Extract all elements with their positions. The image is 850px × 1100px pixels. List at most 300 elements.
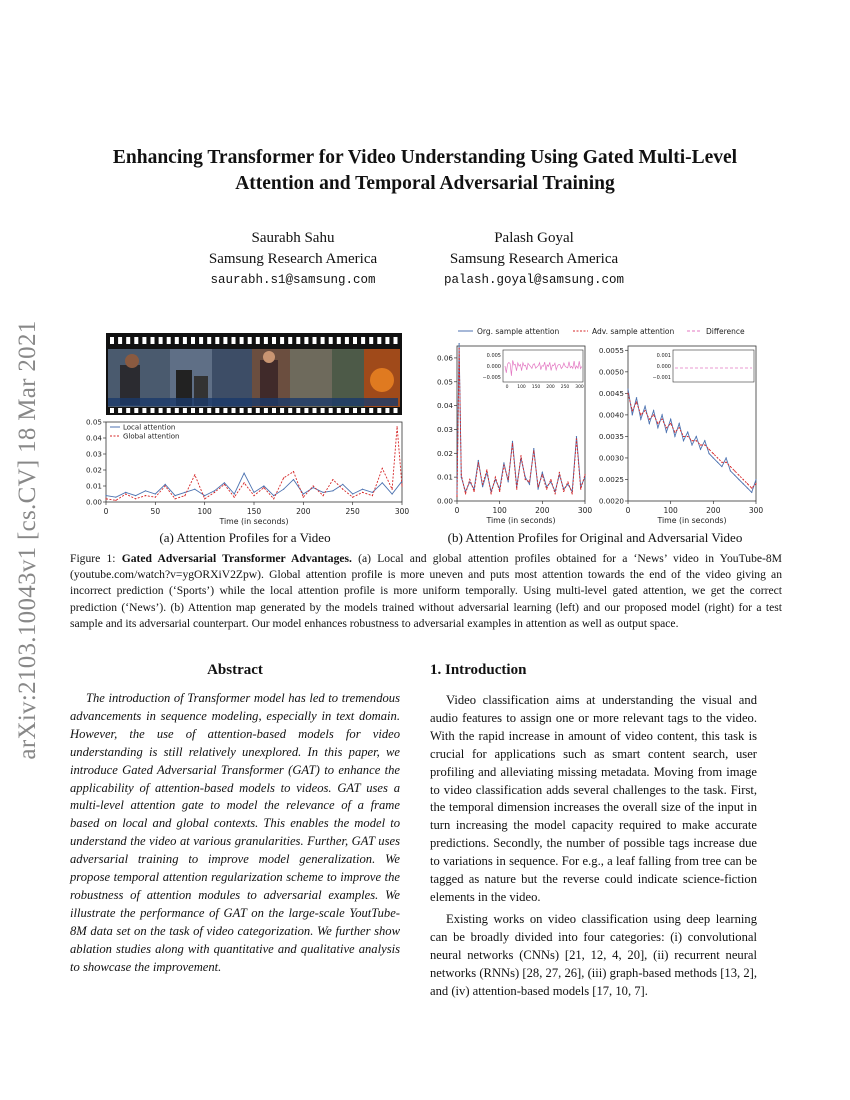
- film-sprocket-bottom: [394, 408, 398, 413]
- org-sample-line-point: [700, 449, 701, 450]
- org-sample-line-point: [576, 436, 577, 437]
- film-sprocket-bottom: [223, 408, 227, 413]
- x-tick-label: 250: [345, 507, 360, 516]
- legend-label-difference: Difference: [706, 327, 745, 336]
- title-line-1: Enhancing Transformer for Video Understanding Using Gated Multi-Level: [112, 147, 738, 168]
- org-sample-line-point: [459, 343, 460, 344]
- x-tick-label: 300: [394, 507, 410, 516]
- inset-y-tick-label: −0.005: [482, 375, 501, 381]
- inset-y-tick-label: 0.001: [656, 353, 671, 359]
- global-attention-line-point: [194, 474, 195, 475]
- local-attention-line-point: [194, 489, 195, 490]
- global-attention-line-point: [234, 497, 235, 498]
- inset-x-tick-label: 0: [505, 385, 509, 390]
- local-attention-line-point: [283, 489, 284, 490]
- author-email[interactable]: saurabh.s1@samsung.com: [210, 273, 376, 287]
- adv-sample-line-point: [499, 491, 500, 492]
- film-sprocket-top: [110, 337, 114, 344]
- adv-sample-line-point: [525, 479, 526, 480]
- x-tick-label: 0: [103, 507, 109, 516]
- film-sprocket-top: [345, 337, 349, 344]
- y-tick-label: 0.04: [85, 433, 102, 443]
- film-sprocket-bottom: [296, 408, 300, 413]
- film-sprocket-top: [337, 337, 341, 344]
- org-sample-line-point: [751, 492, 752, 493]
- film-sprocket-top: [191, 337, 195, 344]
- local-attention-line: [106, 473, 402, 497]
- adv-sample-line-point: [555, 493, 556, 494]
- chart-a-legend: [110, 424, 180, 441]
- org-sample-line-point: [666, 432, 667, 433]
- x-axis-label: Time (in seconds): [657, 516, 727, 525]
- title-line-2: Attention and Temporal Adversarial Training: [235, 173, 615, 194]
- global-attention-line-point: [125, 493, 126, 494]
- film-sprocket-top: [288, 337, 292, 344]
- y-tick-label: 0.0025: [598, 474, 624, 484]
- x-tick-label: 100: [197, 507, 212, 516]
- film-sprocket-bottom: [256, 408, 260, 413]
- global-attention-line-point: [401, 485, 402, 486]
- adv-sample-line-point: [683, 436, 684, 437]
- film-sprocket-bottom: [167, 408, 171, 413]
- figure-b: [425, 320, 785, 530]
- film-sprocket-top: [256, 337, 260, 344]
- adv-sample-line-point: [674, 432, 675, 433]
- adv-sample-line-point: [666, 427, 667, 428]
- film-sprocket-bottom: [288, 408, 292, 413]
- global-attention-line-point: [165, 485, 166, 486]
- y-tick-label: 0.0020: [598, 496, 624, 506]
- intro-paragraph-2: Existing works on video classification using deep learning can be broadly divided into four categories: (i) convolutional neural networks (CNNs) [21, 12, 4, 20], (ii) recurrent neural networks (RNNs) [28, 27, 26], (iii) graph-based methods [13, 2], and (iv) attention-based models [17, 10, 7].: [430, 911, 757, 998]
- legend-label-local: Local attention: [123, 423, 176, 432]
- film-sprocket-bottom: [118, 408, 122, 413]
- local-attention-line-point: [184, 492, 185, 493]
- adv-sample-line-point: [456, 496, 457, 497]
- global-attention-line-point: [283, 477, 284, 478]
- x-axis-label: Time (in seconds): [486, 516, 556, 525]
- org-sample-line-point: [755, 479, 756, 480]
- org-sample-line-point: [542, 472, 543, 473]
- author-name: Palash Goyal: [494, 230, 574, 246]
- x-tick-label: 200: [296, 507, 311, 516]
- org-sample-line-point: [537, 488, 538, 489]
- y-tick-label: 0.02: [85, 465, 102, 475]
- abstract-text: The introduction of Transformer model has led to tremendous advancements in sequence modeling, especially in text domain. However, the use of attention-based models for video understanding is still relatively unexplored. In this paper, we introduce Gated Adversarial Transformer (GAT) to enhance the applicability of attention-based models to videos. GAT uses a multi-level attention gate to model the relevance of a frame based on local and global contexts. This enables the model to understand the video at various granularities. Further, GAT uses adversarial training to improve model generalization. We propose temporal attention regularization scheme to improve the robustness of attention modules to adversarial examples. We illustrate the performance of GAT on the large-scale YoutTube-8M data set on the task of video categorization. We further show ablation studies along with quantitative and qualitative analysis to showcase the improvement.: [70, 691, 400, 974]
- film-sprocket-top: [385, 337, 389, 344]
- film-sprocket-top: [151, 337, 155, 344]
- film-sprocket-top: [199, 337, 203, 344]
- film-sprocket-bottom: [134, 408, 138, 413]
- author-name: Saurabh Sahu: [251, 230, 335, 246]
- adv-sample-line-point: [491, 493, 492, 494]
- inset-x-tick-label: 100: [517, 385, 526, 390]
- global-attention-line-point: [392, 489, 393, 490]
- org-sample-line-point: [636, 397, 637, 398]
- global-attention-line-point: [204, 498, 205, 499]
- org-sample-line-point: [482, 486, 483, 487]
- adv-sample-line-point: [644, 410, 645, 411]
- y-tick-label: 0.02: [436, 448, 453, 458]
- author-affiliation: Samsung Research America: [449, 251, 619, 267]
- caption-label: Figure 1:: [70, 552, 116, 565]
- film-sprocket-bottom: [159, 408, 163, 413]
- adv-sample-line-point: [508, 479, 509, 480]
- x-tick-label: 200: [706, 506, 721, 515]
- film-sprocket-top: [118, 337, 122, 344]
- chart-b-legend: [458, 327, 745, 336]
- film-sprocket-bottom: [110, 408, 114, 413]
- intro-heading: 1. Introduction: [430, 662, 527, 678]
- global-attention-line-point: [352, 497, 353, 498]
- global-attention-line-point: [115, 500, 116, 501]
- chart-original-adversarial-attention: [437, 327, 763, 525]
- film-sprocket-bottom: [240, 408, 244, 413]
- film-sprocket-bottom: [191, 408, 195, 413]
- x-tick-label: 300: [577, 506, 593, 515]
- film-sprocket-top: [329, 337, 333, 344]
- adv-sample-line-point: [580, 488, 581, 489]
- film-sprocket-top: [134, 337, 138, 344]
- adv-sample-line-point: [721, 462, 722, 463]
- local-attention-line-point: [352, 493, 353, 494]
- org-sample-line-point: [679, 423, 680, 424]
- org-sample-line-point: [525, 477, 526, 478]
- adv-sample-line-point: [550, 479, 551, 480]
- author-block-1: [163, 228, 423, 291]
- film-sprocket-top: [280, 337, 284, 344]
- adv-sample-line-point: [726, 462, 727, 463]
- adv-sample-line-point: [512, 443, 513, 444]
- film-sprocket-bottom: [232, 408, 236, 413]
- adv-sample-line-point: [478, 462, 479, 463]
- y-tick-label: 0.05: [436, 377, 453, 387]
- film-sprocket-top: [142, 337, 146, 344]
- film-sprocket-top: [296, 337, 300, 344]
- film-sprocket-bottom: [175, 408, 179, 413]
- x-tick-label: 300: [748, 506, 764, 515]
- local-attention-line-point: [115, 497, 116, 498]
- film-sprocket-top: [321, 337, 325, 344]
- adv-sample-line-point: [747, 483, 748, 484]
- film-sprocket-top: [394, 337, 398, 344]
- local-attention-line-point: [372, 492, 373, 493]
- adv-sample-line-point: [636, 401, 637, 402]
- global-attention-line-point: [273, 498, 274, 499]
- adv-sample-line-point: [461, 474, 462, 475]
- adv-sample-line-point: [459, 348, 460, 349]
- org-sample-line-point: [508, 481, 509, 482]
- global-attention-line-point: [263, 487, 264, 488]
- adv-sample-line-point: [713, 453, 714, 454]
- film-sprocket-top: [248, 337, 252, 344]
- author-affiliation: Samsung Research America: [208, 251, 378, 267]
- local-attention-line-point: [273, 495, 274, 496]
- y-tick-label: 0.00: [436, 496, 453, 506]
- adv-sample-line-point: [653, 414, 654, 415]
- org-sample-line-point: [662, 414, 663, 415]
- local-attention-line-point: [125, 492, 126, 493]
- global-attention-line-point: [372, 495, 373, 496]
- adv-sample-line-point: [473, 491, 474, 492]
- film-sprocket-bottom: [199, 408, 203, 413]
- local-attention-line-point: [105, 495, 106, 496]
- inset-x-tick-label: 250: [560, 385, 570, 390]
- adv-sample-line-point: [537, 486, 538, 487]
- legend-label-org: Org. sample attention: [477, 327, 560, 336]
- org-sample-line-point: [670, 419, 671, 420]
- film-sprocket-bottom: [126, 408, 130, 413]
- film-sprocket-top: [167, 337, 171, 344]
- film-sprocket-top: [313, 337, 317, 344]
- film-sprocket-bottom: [248, 408, 252, 413]
- local-attention-line-point: [362, 489, 363, 490]
- film-sprocket-top: [304, 337, 308, 344]
- org-sample-line-point: [721, 466, 722, 467]
- film-sprocket-bottom: [304, 408, 308, 413]
- org-sample-line-point: [730, 470, 731, 471]
- film-sprocket-bottom: [215, 408, 219, 413]
- film-sprocket-top: [377, 337, 381, 344]
- film-sprocket-bottom: [361, 408, 365, 413]
- film-sprocket-top: [353, 337, 357, 344]
- adv-sample-line-point: [649, 419, 650, 420]
- org-sample-line-point: [743, 483, 744, 484]
- film-sprocket-bottom: [207, 408, 211, 413]
- figure-a: [70, 330, 415, 530]
- local-attention-line-point: [332, 490, 333, 491]
- subcaption-b: (b) Attention Profiles for Original and Adversarial Video: [447, 530, 743, 545]
- caption-text: (a) Local and global attention profiles obtained for a ‘News’ video in YouTube-8M (youtube.com/watch?v=ygORXiV2Zpw). Global attention profile is more uneven and puts most attention towards the end of the video giving an incorrect prediction (‘Sports’) while the local attention profile is more uniform temporally. Using multi-level gated attention, we get the correct prediction (‘News’). (b) Attention map generated by the models trained without adversarial learning (left) and our proposed model (right) for a test sample and its adversarial counterpart. Our model enhances robustness to adversarial examples in attention as well as output space.: [70, 552, 782, 630]
- adv-sample-line-point: [465, 493, 466, 494]
- inset-y-tick-label: 0.005: [486, 353, 501, 359]
- org-sample-line-point: [691, 444, 692, 445]
- y-tick-label: 0.03: [436, 424, 453, 434]
- x-tick-label: 50: [150, 507, 161, 516]
- x-tick-label: 100: [492, 506, 507, 515]
- adv-sample-line-point: [640, 414, 641, 415]
- local-attention-line-point: [224, 482, 225, 483]
- adv-sample-line-point: [734, 470, 735, 471]
- global-attention-line-point: [303, 497, 304, 498]
- chart-local-global-attention: [86, 418, 409, 527]
- x-tick-label: 200: [535, 506, 550, 515]
- x-tick-label: 0: [625, 506, 631, 515]
- adv-sample-line-point: [738, 475, 739, 476]
- legend-label-adv: Adv. sample attention: [592, 327, 675, 336]
- adv-sample-line-point: [516, 488, 517, 489]
- global-attention-line-point: [155, 497, 156, 498]
- figure-caption: [70, 551, 782, 632]
- y-tick-label: 0.06: [436, 353, 453, 363]
- org-sample-line-point: [512, 441, 513, 442]
- film-sprocket-bottom: [313, 408, 317, 413]
- x-tick-label: 0: [454, 506, 460, 515]
- adv-sample-line-point: [657, 423, 658, 424]
- local-attention-line-point: [145, 490, 146, 491]
- film-sprocket-top: [240, 337, 244, 344]
- intro-body: [430, 692, 757, 1000]
- org-sample-line-point: [632, 414, 633, 415]
- film-sprocket-top: [369, 337, 373, 344]
- adv-sample-line-point: [486, 469, 487, 470]
- legend-label-global: Global attention: [123, 432, 180, 441]
- local-attention-line-point: [234, 493, 235, 494]
- y-tick-label: 0.0030: [598, 453, 624, 463]
- adv-sample-line-point: [529, 481, 530, 482]
- film-sprocket-bottom: [142, 408, 146, 413]
- org-sample-line-point: [713, 457, 714, 458]
- film-sprocket-top: [215, 337, 219, 344]
- inset-y-tick-label: −0.001: [652, 375, 671, 381]
- adv-sample-line-point: [708, 449, 709, 450]
- org-sample-line-point: [687, 432, 688, 433]
- y-tick-label: 0.00: [85, 497, 102, 507]
- local-attention-line-point: [214, 490, 215, 491]
- film-sprocket-bottom: [280, 408, 284, 413]
- film-sprocket-top: [175, 337, 179, 344]
- org-sample-line-point: [640, 419, 641, 420]
- org-sample-line-point: [627, 388, 628, 389]
- inset-frame: [673, 350, 754, 382]
- local-attention-line-point: [244, 473, 245, 474]
- adv-sample-line-point: [691, 440, 692, 441]
- local-attention-line-point: [204, 495, 205, 496]
- adv-sample-line-point: [670, 423, 671, 424]
- inset-y-tick-label: 0.000: [486, 364, 501, 370]
- y-tick-label: 0.01: [436, 472, 453, 482]
- global-attention-line-point: [382, 468, 383, 469]
- global-attention-line-point: [396, 426, 397, 427]
- global-attention-line-point: [313, 485, 314, 486]
- film-sprocket-bottom: [353, 408, 357, 413]
- arxiv-id-text: arXiv:2103.10043v1 [cs.CV] 18 Mar 2021: [14, 320, 41, 760]
- local-attention-line-point: [303, 493, 304, 494]
- film-sprocket-top: [223, 337, 227, 344]
- adv-sample-line-point: [495, 477, 496, 478]
- adv-sample-line-point: [542, 474, 543, 475]
- y-tick-label: 0.03: [85, 449, 102, 459]
- y-tick-label: 0.0035: [598, 431, 624, 441]
- adv-sample-line-point: [632, 410, 633, 411]
- y-tick-label: 0.05: [85, 417, 102, 427]
- adv-sample-line-point: [572, 493, 573, 494]
- adv-sample-line-point: [696, 440, 697, 441]
- org-sample-line-point: [704, 440, 705, 441]
- global-attention-line-point: [362, 492, 363, 493]
- adv-sample-line-point: [546, 488, 547, 489]
- film-sprocket-bottom: [272, 408, 276, 413]
- org-sample-line-point: [649, 423, 650, 424]
- inset-difference-left: [482, 350, 583, 390]
- inset-x-tick-label: 300: [575, 385, 584, 390]
- org-sample-line-point: [734, 475, 735, 476]
- org-sample-line-point: [533, 448, 534, 449]
- film-sprocket-bottom: [151, 408, 155, 413]
- film-sprocket-bottom: [345, 408, 349, 413]
- local-attention-line-point: [322, 492, 323, 493]
- global-attention-line-point: [342, 489, 343, 490]
- adv-sample-line-point: [567, 481, 568, 482]
- x-tick-label: 150: [246, 507, 262, 516]
- local-attention-line-point: [253, 492, 254, 493]
- video-film-strip: [106, 333, 402, 415]
- adv-sample-line-point: [503, 465, 504, 466]
- adv-sample-line-point: [717, 457, 718, 458]
- org-sample-line-point: [717, 462, 718, 463]
- intro-paragraph-1: Video classification aims at understanding the visual and audio features to assign one or more relevant tags to the video. With the rapid increase in amount of video content, this task is crucial for applications such as smart content search, user profiling and alleviating missing metadata. Moving from image to video classification adds several challenges to the task. First, the temporal dimension increases the overall size of the input in turn increasing the model capacity required to make accurate predictions. Secondly, the number of possible tags increase due to variations in sequence. For e.g., a leaf falling from tree can be tagged as nature but the reverse could indicate science-fiction elements in the video.: [430, 693, 757, 904]
- global-attention-line-point: [184, 495, 185, 496]
- film-sprocket-bottom: [385, 408, 389, 413]
- adv-sample-line-point: [584, 474, 585, 475]
- org-sample-line-point: [696, 436, 697, 437]
- local-attention-line-point: [165, 484, 166, 485]
- org-sample-line-point: [683, 440, 684, 441]
- global-attention-line-point: [322, 495, 323, 496]
- local-attention-line-point: [263, 485, 264, 486]
- y-tick-label: 0.0050: [598, 367, 624, 377]
- org-sample-line-point: [657, 427, 658, 428]
- adv-sample-line-point: [679, 427, 680, 428]
- adv-sample-line-point: [700, 444, 701, 445]
- film-sprocket-bottom: [183, 408, 187, 413]
- panel-with-adversarial: [599, 346, 764, 525]
- adv-sample-line-point: [559, 472, 560, 473]
- adv-sample-line-point: [576, 438, 577, 439]
- adv-sample-line-point: [743, 479, 744, 480]
- inset-y-tick-label: 0.000: [656, 364, 671, 370]
- author-email[interactable]: palash.goyal@samsung.com: [443, 273, 625, 287]
- local-attention-line-point: [293, 479, 294, 480]
- org-sample-line-point: [738, 479, 739, 480]
- org-sample-line-point: [478, 460, 479, 461]
- film-sprocket-top: [232, 337, 236, 344]
- local-attention-line-point: [313, 487, 314, 488]
- author-block-2: [404, 228, 664, 291]
- local-attention-line-point: [382, 482, 383, 483]
- global-attention-line-point: [135, 498, 136, 499]
- adv-sample-line-point: [755, 483, 756, 484]
- x-axis-label: Time (in seconds): [219, 517, 289, 526]
- film-sprocket-bottom: [329, 408, 333, 413]
- film-sprocket-bottom: [321, 408, 325, 413]
- x-tick-label: 100: [663, 506, 678, 515]
- local-attention-line-point: [135, 495, 136, 496]
- inset-x-tick-label: 150: [531, 385, 541, 390]
- inset-difference-right: [652, 350, 754, 382]
- panel-without-adversarial: [437, 343, 592, 525]
- film-sprocket-bottom: [369, 408, 373, 413]
- adv-sample-line-point: [704, 444, 705, 445]
- y-tick-label: 0.0055: [598, 345, 624, 355]
- org-sample-line-point: [529, 484, 530, 485]
- adv-sample-line-point: [627, 393, 628, 394]
- film-sprocket-top: [272, 337, 276, 344]
- inset-x-tick-label: 200: [546, 385, 555, 390]
- film-sprocket-top: [159, 337, 163, 344]
- adv-sample-line-point: [533, 450, 534, 451]
- film-sprocket-bottom: [377, 408, 381, 413]
- global-attention-line-point: [105, 498, 106, 499]
- org-sample-line-point: [644, 406, 645, 407]
- global-attention-line-point: [244, 482, 245, 483]
- abstract-heading: Abstract: [207, 662, 263, 678]
- global-attention-line-point: [224, 484, 225, 485]
- local-attention-line-point: [392, 493, 393, 494]
- y-tick-label: 0.0040: [598, 410, 624, 420]
- adv-sample-line-point: [662, 419, 663, 420]
- global-attention-line-point: [174, 498, 175, 499]
- local-attention-line-point: [174, 495, 175, 496]
